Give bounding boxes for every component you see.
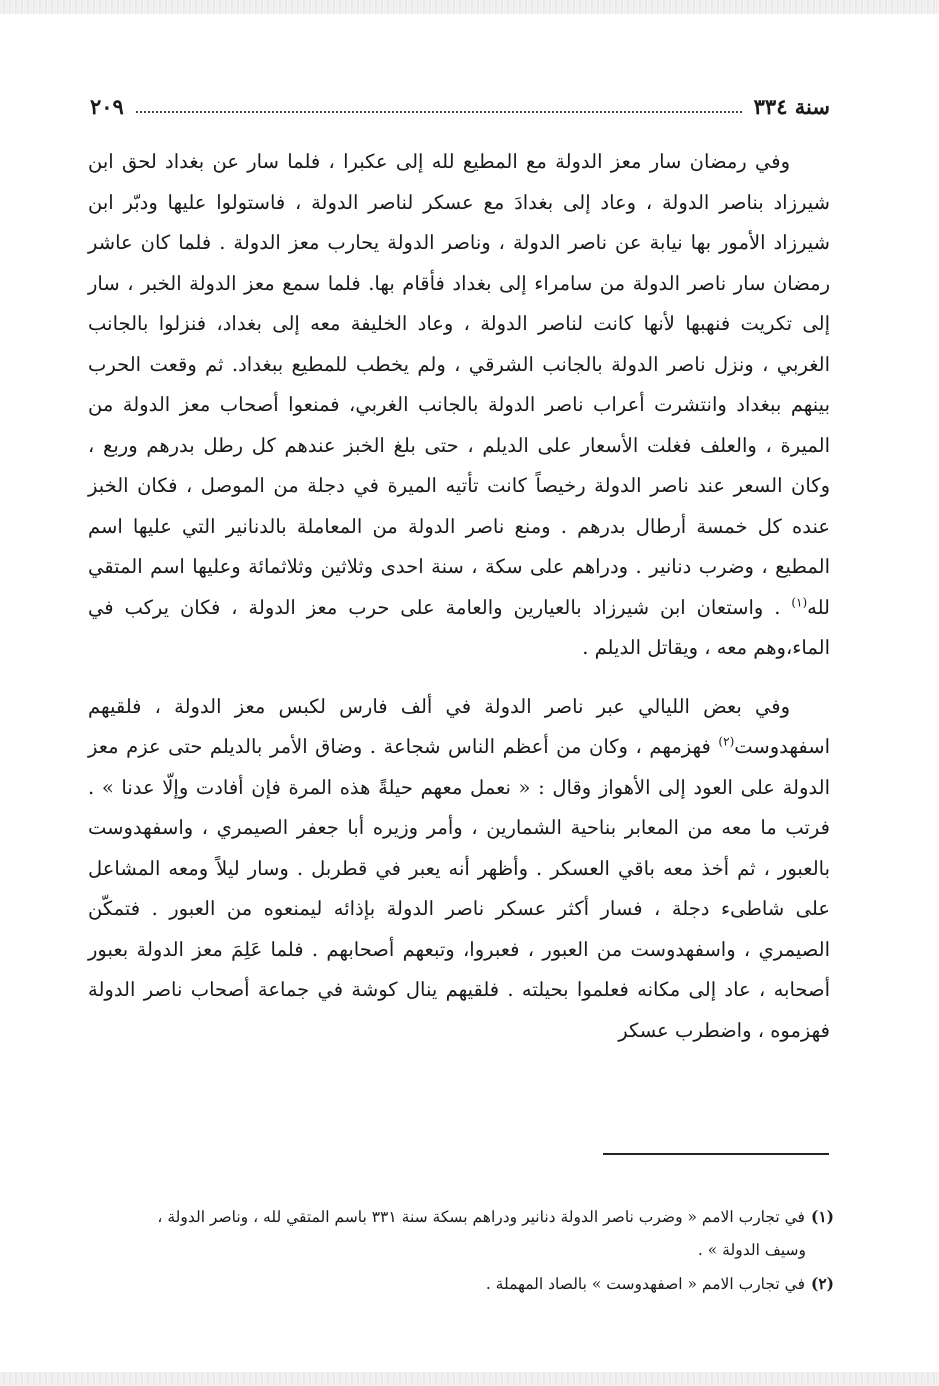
- footnote-1-number: (١): [810, 1207, 834, 1226]
- footnotes: [96, 1200, 834, 1301]
- footnote-separator: [603, 1153, 829, 1155]
- footnote-1-text: في تجارب الامم « وضرب ناصر الدولة دنانير ودراهم بسكة سنة ٣٣١ باسم المتقي لله ، وناصر الدولة ،: [157, 1208, 805, 1226]
- running-title: سنة ٣٣٤: [753, 93, 830, 119]
- paragraph-1: [88, 142, 830, 669]
- scan-edge-bottom: [0, 1372, 939, 1386]
- page-header: [90, 92, 830, 120]
- paragraph-1-text-cont: . واستعان ابن شيرزاد بالعيارين والعامة على حرب معز الدولة ، فكان يركب في الماء،وهم معه ، ويقاتل الديلم .: [88, 595, 830, 659]
- footnote-1-continuation: [96, 1234, 834, 1267]
- footnote-2-text: في تجارب الامم « اصفهدوست » بالصاد المهملة .: [485, 1275, 805, 1293]
- paragraph-2-text: وفي بعض الليالي عبر ناصر الدولة في ألف فارس لكبس معز الدولة ، فلقيهم اسفهدوست: [88, 694, 830, 758]
- footnote-ref-1: (١): [791, 595, 808, 609]
- main-text: [88, 142, 830, 1051]
- footnote-2: [96, 1267, 834, 1301]
- paragraph-2-text-cont: فهزمهم ، وكان من أعظم الناس شجاعة . وضاق الأمر بالديلم حتى عزم معز الدولة على العود إلى الأهواز وقال : « نعمل معهم حيلةً هذه المرة فإن أفادت وإلّا عدنا » . فرتب ما معه من المعابر بناحية الشمارين ، وأمر وزيره أبا جعفر الصيمري ، واسفهدوست بالعبور ، ثم أخذ معه باقي العسكر . وأظهر أنه يعبر في قطربل . وسار ليلاً ومعه المشاعل على شاطىء دجلة ، فسار أكثر عسكر ناصر الدولة بإذائه ليمنعوه من العبور . فتمكّن الصيمري ، واسفهدوست من العبور ، فعبروا، وتبعهم أصحابهم . فلما عَلِمَ معز الدولة بعبور أصحابه ، عاد إلى مكانه فعلموا بحيلته . فلقيهم ينال كوشة في جماعة أصحاب ناصر الدولة فهزموه ، واضطرب عسكر: [88, 735, 830, 1042]
- paragraph-2: [88, 687, 830, 1052]
- footnote-1: [96, 1200, 834, 1234]
- footnote-2-number: (٢): [810, 1274, 834, 1293]
- paragraph-1-text: وفي رمضان سار معز الدولة مع المطيع لله إلى عكبرا ، فلما سار عن بغداد لحق ابن شيرزاد بناصر الدولة ، وعاد إلى بغدادَ مع عسكر لناصر الدولة ، فاستولوا عليها ودبّر ابن شيرزاد الأمور بها نيابة عن ناصر الدولة ، وناصر الدولة يحارب معز الدولة . فلما كان عاشر رمضان سار ناصر الدولة من سامراء إلى بغداد فأقام بها. فلما سمع معز الدولة الخبر ، سار إلى تكريت فنهبها لأنها كانت لناصر الدولة ، وعاد الخليفة معه إلى بغداد، فنزلوا بالجانب الغربي ، ونزل ناصر الدولة بالجانب الشرقي ، ولم يخطب للمطيع ببغداد. ثم وقعت الحرب بينهم ببغداد وانتشرت أعراب ناصر الدولة بالجانب الغربي، فمنعوا أصحاب معز الدولة من الميرة ، والعلف فغلت الأسعار على الديلم ، حتى بلغ الخبز عندهم كل رطل بدرهم وربع ، وكان السعر عند ناصر الدولة رخيصاً كانت تأتيه الميرة في دجلة من الموصل ، فكان الخبز عنده كل خمسة أرطال بدرهم . ومنع ناصر الدولة من المعاملة بالدنانير التي عليها اسم المطيع ، وضرب دنانير . ودراهم على سكة ، سنة احدى وثلاثين وثلاثمائة وعليها اسم المتقي لله: [88, 150, 830, 619]
- footnote-1-text-line2: وسيف الدولة » .: [697, 1241, 806, 1259]
- scan-edge-top: [0, 0, 939, 14]
- footnote-ref-2: (٢): [718, 734, 735, 749]
- page-number: ٢٠٩: [90, 93, 124, 119]
- header-dotted-leader: [136, 111, 742, 113]
